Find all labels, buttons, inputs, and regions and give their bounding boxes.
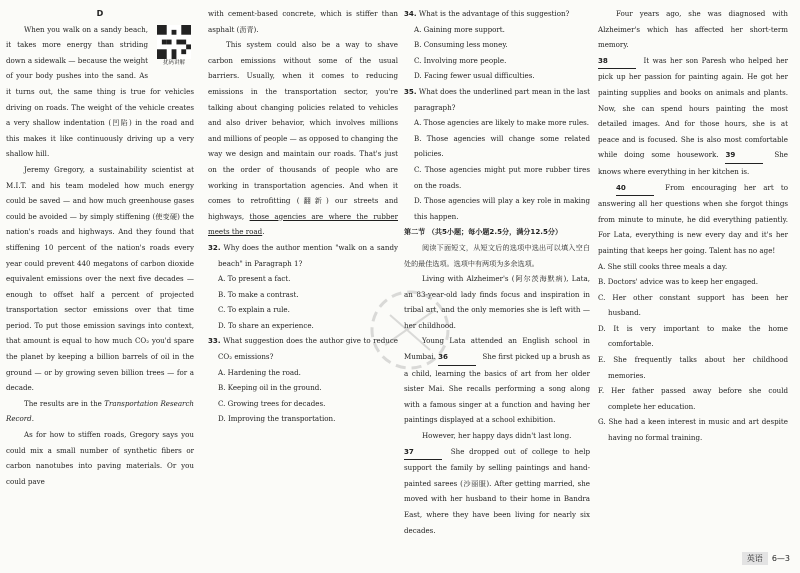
option[interactable]: D. Improving the transportation. (218, 414, 336, 424)
blank-40[interactable]: 40 (616, 180, 654, 197)
passage2-paragraph-3: However, her happy days didn't last long. (422, 431, 572, 441)
question-number: 34. (404, 9, 417, 18)
question-number: 33. (208, 336, 221, 346)
qr-caption: 扰码讲解 (162, 59, 185, 66)
option[interactable]: C. Her other constant support has been her husband. (598, 292, 788, 318)
section-instruction: 阅读下面短文，从短文后的选项中选出可以填入空白处的最佳选项。选项中有两项为多余选项。 (404, 242, 590, 268)
passage2-paragraph-1: Living with Alzheimer's (阿尔茨海默病), Lata, an 83-year-old lady finds focus and inspiration in tribal art, and the only memories she is left with — her childhood. (404, 274, 590, 330)
passage-paragraph-4: As for how to stiffen roads, Gregory says you could mix a small number of synthetic fibers or carbon nanotubes into paving materials. Or you could pave (6, 430, 194, 486)
passage-paragraph-3 (6, 396, 194, 427)
question-stem: What is the advantage of this suggestion? (418, 9, 570, 18)
stamp-watermark-icon (365, 285, 455, 375)
option[interactable]: C. To explain a rule. (218, 305, 290, 315)
option[interactable]: A. Hardening the road. (218, 367, 301, 377)
passage2-paragraph-7 (598, 180, 788, 259)
option[interactable]: B. To make a contrast. (218, 289, 299, 299)
qr-code-icon (157, 25, 191, 59)
option[interactable]: C. Growing trees for decades. (218, 398, 326, 408)
option[interactable]: D. To share an experience. (218, 320, 314, 330)
p4-post: She dropped out of college to help support the family by selling paintings and hand-painted sarees (沙丽服). After getting married, she moved with her husband to their home in Bandra East, where they have been living for nearly six decades. (404, 446, 590, 535)
p5-pre: This system could also be a way to shave carbon emissions without some of the usual barriers. Usually, when it comes to reducing emissions in the transportation sector, you're talking about changing policies related to vehicles and also driver behavior, which involves millions and millions of people — as opposed to changing the way we design and maintain our roads. That's just on the order of thousands of people who are working in transportation agencies. And when it comes to retrofitting (翻新) our streets and highways, (208, 40, 398, 221)
option[interactable]: B. Those agencies will change some related policies. (414, 133, 590, 159)
option[interactable]: B. Doctors' advice was to keep her engaged. (598, 277, 759, 287)
question-stem: Why does the author mention "walk on a sandy beach" in Paragraph 1? (218, 242, 398, 268)
option[interactable]: A. To present a fact. (218, 274, 291, 284)
p3-post: . (31, 414, 34, 424)
journal-name: Transportation Research Record (6, 398, 194, 424)
question-number: 35. (404, 86, 417, 96)
option[interactable]: C. Those agencies might put more rubber tires on the roads. (414, 164, 590, 190)
option[interactable]: A. She still cooks three meals a day. (598, 261, 728, 271)
option[interactable]: G. She had a keen interest in music and art despite having no formal training. (598, 417, 788, 443)
underlined-phrase: those agencies are where the rubber meets the road (208, 211, 399, 237)
option[interactable]: C. Involving more people. (414, 55, 507, 65)
question-stem: What does the underlined part mean in the last paragraph? (414, 86, 590, 112)
section-title: 第二节 （共5小题；每小题2.5分，满分12.5分） (404, 227, 563, 237)
question-stem: What suggestion does the author give to reduce CO₂ emissions? (218, 336, 398, 362)
column-3 (404, 6, 590, 538)
option[interactable]: F. Her father passed away before she could complete her education. (598, 386, 788, 411)
option[interactable]: B. Consuming less money. (414, 40, 508, 50)
column-4 (598, 6, 788, 446)
passage2-paragraph-4 (404, 444, 590, 539)
p2-post: She first picked up a brush as a child, learning the basics of art from her older sister Mai. She recalls performing a song along with a famous singer at a function and having her paintings displayed at a school exhibition. (404, 352, 590, 425)
option[interactable]: B. Keeping oil in the ground. (218, 383, 322, 393)
qr-code[interactable] (154, 25, 194, 67)
option[interactable]: D. It is very important to make the home comfortable. (598, 323, 788, 349)
p5-post: . (262, 227, 265, 237)
p2-pre: Young Lata attended an English school in Mumbai. (404, 336, 590, 362)
page-footer (742, 552, 790, 565)
p6-post: She knows where everything in her kitchen is. (598, 150, 788, 176)
p7-text: From encouraging her art to answering all her questions when she forgot things from minute to minute, he did everything patiently. For Lata, everything is new every day and it's her painting that keeps her going. Talent has no age! (598, 182, 788, 255)
blank-36[interactable]: 36 (438, 349, 476, 366)
option[interactable]: E. She frequently talks about her childhood memories. (598, 355, 788, 380)
passage-letter: D (96, 9, 104, 18)
question-number: 32. (208, 242, 221, 252)
page-number: 6—3 (771, 554, 790, 563)
blank-37[interactable]: 37 (404, 444, 442, 461)
passage-paragraph-2: Jeremy Gregory, a sustainability scientist at M.I.T. and his team modeled how much energy could be saved — and how much greenhouse gases could be avoided — by simply stiffening (使变硬) the nation's roads and highways. And they found that stiffening 10 percent of the nation's roads every year could prevent 440 megatons of carbon dioxide equivalent emissions over the next five decades — enough to offset half a percent of projected transportation sector emissions over that time period. To put those emission savings into context, that amount is equal to how much CO₂ you'd spare the planet by keeping a billion barrels of oil in the ground — or by growing seven billion trees — for a decade. (6, 164, 194, 393)
option[interactable]: D. Those agencies will play a key role in making this happen. (414, 196, 590, 221)
option[interactable]: A. Gaining more support. (414, 24, 505, 34)
question-34 (404, 6, 590, 84)
passage-continuation: with cement-based concrete, which is stiffer than asphalt (沥青). (208, 9, 398, 34)
passage-paragraph-5 (208, 37, 398, 240)
p3-pre: The results are in the (24, 398, 105, 408)
option[interactable]: D. Facing fewer usual difficulties. (414, 71, 535, 81)
column-1 (6, 6, 194, 489)
blank-39[interactable]: 39 (725, 147, 763, 164)
option[interactable]: A. Those agencies are likely to make more rules. (414, 118, 590, 128)
passage-paragraph-1: When you walk on a sandy beach, it takes more energy than striding down a sidewalk — because the weight of your body pushes into the sand. As it turns out, the same thing is true for vehicles driving on roads. The weight of the vehicle creates a very shallow indentation (凹陷) in the road and this makes it like continuously driving up a very shallow hill. (6, 24, 194, 159)
subject-label: 英语 (742, 552, 768, 565)
question-35 (404, 84, 590, 224)
passage2-paragraph-6 (598, 53, 788, 180)
blank-38[interactable]: 38 (598, 53, 636, 70)
passage2-paragraph-5: Four years ago, she was diagnosed with Alzheimer's which has affected her short-term memory. (598, 9, 788, 50)
p6-text: It was her son Paresh who helped her pick up her passion for painting again. He got her painting supplies and books on animals and plants. Now, she can spend hours painting the most detailed images. And for those hours, she is at peace and is focused. She is also most comfortable while doing some housework. (598, 55, 788, 160)
